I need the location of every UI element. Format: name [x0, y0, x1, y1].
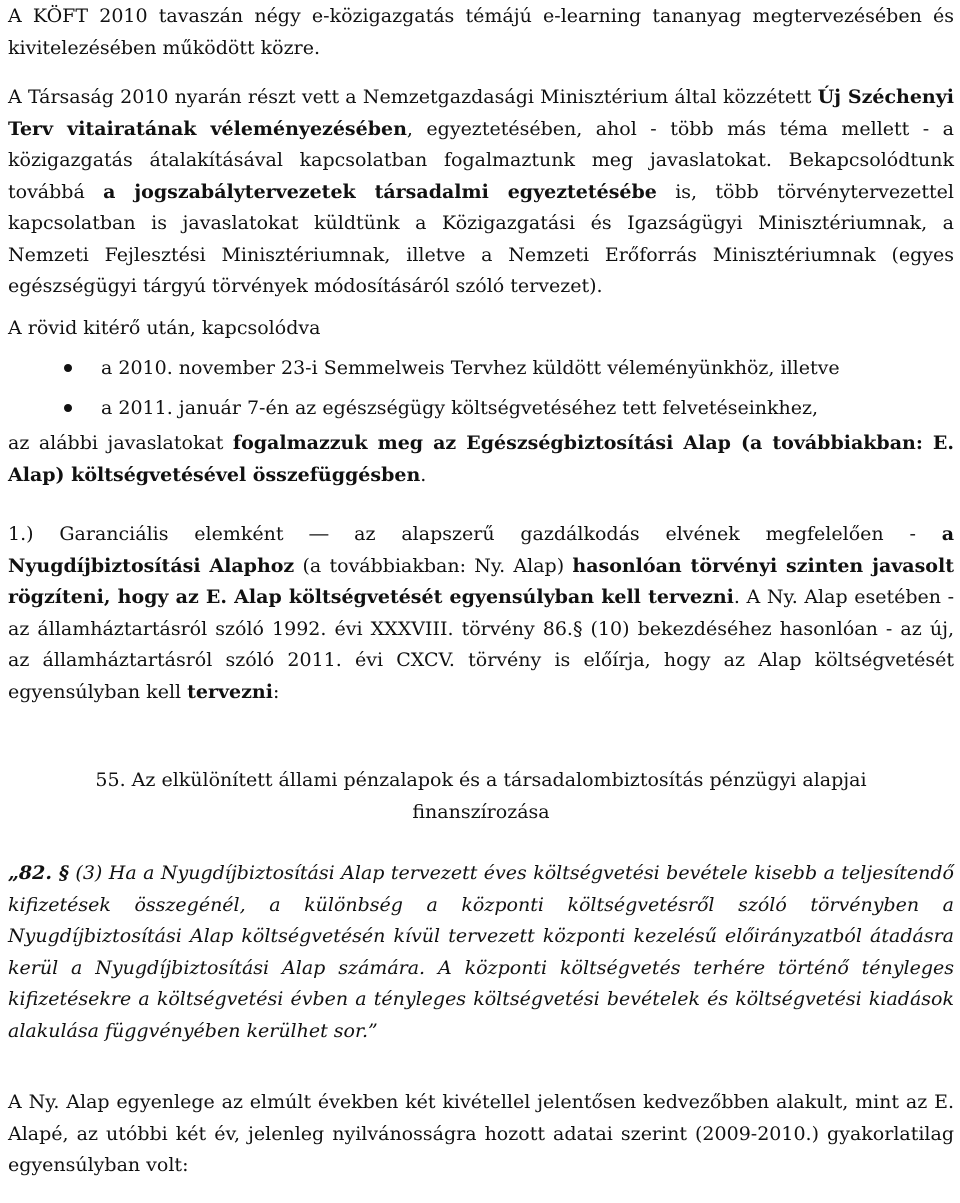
bullet-icon: [64, 404, 72, 412]
text-run: :: [272, 680, 280, 703]
paragraph-balance: A Ny. Alap egyenlege az elmúlt években két kivétellel jelentősen kedvezőbben alakult, mint az E. Alapé, az utóbbi két év, jelenleg nyilvánosságra hozott adatai szerint (2009-2010.) gyakorlatilag egyensúlyban volt:: [8, 1091, 954, 1176]
text-run: . A Ny. Alap esetében - az államháztartásról szóló 1992. évi XXXVIII. törvény 86.§ (10) bekezdéséhez hasonlóan - az új, az államháztartásról szóló 2011. évi CXCV. törvény is előírja, hogy az Alap költségvetését egyensúlyban kell: [8, 586, 954, 703]
paragraph-consultation: [8, 82, 954, 303]
text-run: 1.) Garanciális elemként ― az alapszerű gazdálkodás elvének megfelelően -: [8, 523, 942, 545]
paragraph-proposal-1: [8, 519, 954, 708]
bold-run: a jogszabálytervezetek társadalmi egyeztetésébe: [103, 180, 657, 203]
list-item: [8, 348, 954, 388]
bullet-icon: [64, 364, 72, 372]
text-run: A Társaság 2010 nyarán részt vett a Nemzetgazdasági Minisztérium által közzétett: [8, 86, 818, 108]
quote-text: (3) Ha a Nyugdíjbiztosítási Alap tervezett éves költségvetési bevétele kisebb a teljesítendő kifizetések összegénél, a különbség a központi költségvetésről szóló törvényben a Nyugdíjbiztosítási Alap költségvetésén kívül tervezett központi kezelésű előirányzatból átadásra kerül a Nyugdíjbiztosítási Alap számára. A központi költségvetés terhére történő tényleges kifizetésekre a költségvetési évben a tényleges költségvetési bevételek és költségvetési kiadások alakulása függvényében kerülhet sor.”: [8, 862, 954, 1042]
text-run: az alábbi javaslatokat: [8, 432, 233, 454]
bold-run: fogalmazzuk meg az Egészségbiztosítási Alap (a továbbiakban: E. Alap) költségvetésével összefüggésben: [8, 432, 955, 486]
section-heading: 55. Az elkülönített állami pénzalapok és a társadalombiztosítás pénzügyi alapjai finanszírozása: [95, 769, 867, 823]
bullet-list: [8, 348, 954, 428]
quote-lead: „82. §: [8, 862, 69, 884]
bold-run: a Nyugdíjbiztosítási Alaphoz: [8, 523, 954, 577]
list-item-text: a 2011. január 7-én az egészségügy költségvetéséhez tett felvetéseinkhez,: [101, 397, 819, 419]
list-item-text: a 2010. november 23-i Semmelweis Tervhez küldött véleményünkhöz, illetve: [101, 357, 840, 379]
paragraph-elearning: A KÖFT 2010 tavaszán négy e-közigazgatás témájú e-learning tananyag megtervezésében és kivitelezésében működött közre.: [8, 5, 954, 59]
list-item: [8, 388, 954, 428]
bold-run: hasonlóan törvényi szinten javasolt rögzíteni, hogy az E. Alap költségvetését egyensúlyban kell tervezni: [8, 554, 954, 608]
paragraph-intro: A rövid kitérő után, kapcsolódva: [8, 316, 321, 339]
text-run: (a továbbiakban: Ny. Alap): [294, 554, 573, 577]
text-run: , egyeztetésében, ahol - több más téma mellett - a közigazgatás átalakításával kapcsolatban fogalmaztunk meg javaslatokat. Bekapcsolódtunk továbbá: [8, 117, 955, 203]
text-run: .: [420, 463, 427, 486]
paragraph-proposals: [8, 428, 954, 491]
text-run: is, több törvénytervezettel kapcsolatban is javaslatokat küldtünk a Közigazgatási és Igazságügyi Minisztériumnak, a Nemzeti Fejlesztési Minisztériumnak, illetve a Nemzeti Erőforrás Minisztériumnak (egyes egészségügyi tárgyú törvények módosításáról szóló tervezet).: [8, 180, 954, 297]
bold-run: Új Széchenyi Terv vitairatának véleményezésében: [8, 86, 954, 140]
bold-run: tervezni: [187, 680, 273, 703]
law-quote: [8, 858, 954, 1047]
document-page: [0, 1, 960, 1203]
